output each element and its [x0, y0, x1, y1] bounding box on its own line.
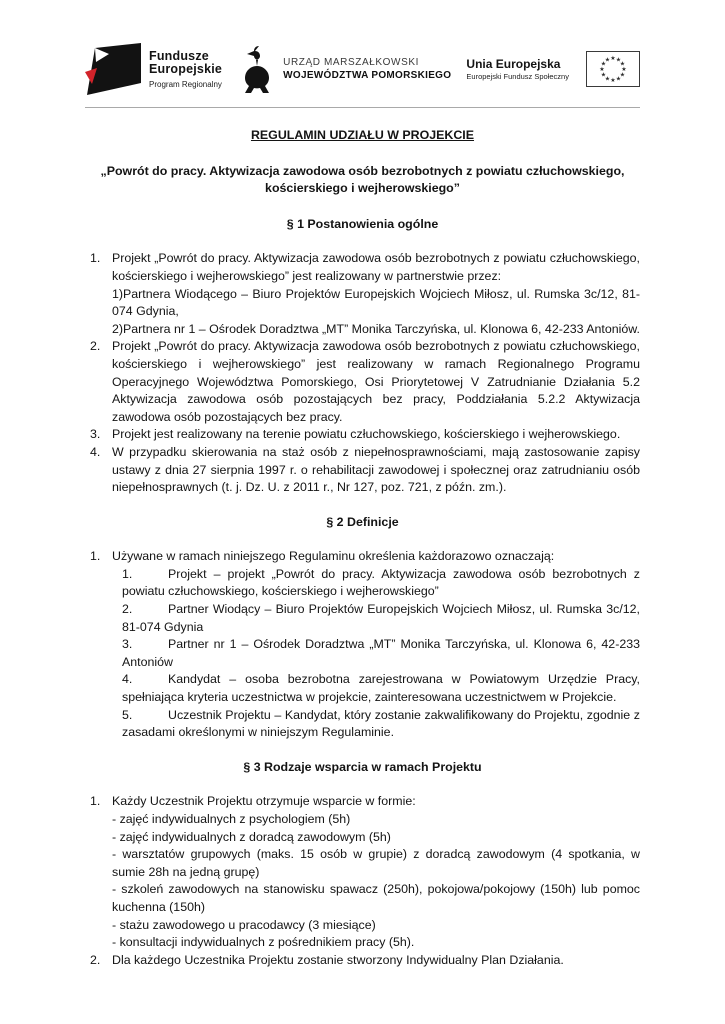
- list-item: [85, 426, 640, 444]
- svg-text:★: ★: [604, 56, 611, 64]
- list-item: [85, 548, 640, 742]
- svg-text:★: ★: [615, 56, 622, 64]
- list-item-number: 1.: [90, 794, 101, 809]
- list-item-body: [112, 426, 640, 444]
- eu-fund-label: Europejski Fundusz Społeczny: [466, 71, 569, 81]
- list-item-text: Projekt jest realizowany na terenie powiatu człuchowskiego, kościerskiego i wejherowskiego.: [112, 427, 621, 442]
- list-item: [85, 444, 640, 497]
- list-item-body: [112, 548, 640, 742]
- marshal-office-logo: [237, 45, 451, 93]
- eu-flag-icon: [586, 51, 640, 87]
- european-union-text: [466, 58, 569, 81]
- list-item-body: [112, 444, 640, 497]
- fe-program-label: Program Regionalny: [149, 79, 222, 89]
- document-title: REGULAMIN UDZIAŁU W PROJEKCIE: [250, 128, 475, 142]
- list-item-body: [112, 250, 640, 338]
- list-item-text: Dla każdego Uczestnika Projektu zostanie stworzony Indywidualny Plan Działania.: [112, 952, 564, 967]
- list-item-body: [112, 793, 640, 951]
- definition-number: 4.: [122, 672, 133, 687]
- list-item-number: 2.: [90, 952, 101, 967]
- document-body: [85, 127, 640, 969]
- list-item-body: [112, 952, 640, 970]
- definition-item: [112, 566, 640, 601]
- svg-text:★: ★: [600, 60, 607, 68]
- griffin-crest-icon: [237, 45, 275, 93]
- bullet-item: - konsultacji indywidualnych z pośrednikiem pracy (5h).: [112, 935, 415, 950]
- list-item-text: Każdy Uczestnik Projektu otrzymuje wsparcie w formie:: [112, 794, 416, 809]
- svg-text:★: ★: [599, 66, 605, 73]
- sub-item: 2)Partnera nr 1 – Ośrodek Doradztwa „MT” Monika Tarczyńska, ul. Klonowa 6, 42-233 Antoniów.: [112, 321, 640, 336]
- bullet-item: - stażu zawodowego u pracodawcy (3 miesiące): [112, 917, 376, 932]
- svg-text:★: ★: [610, 55, 616, 62]
- marshal-office-line1: URZĄD MARSZAŁKOWSKI: [283, 56, 419, 68]
- sub-item: 1)Partnera Wiodącego – Biuro Projektów Europejskich Wojciech Miłosz, ul. Rumska 3c/12, 81-074 Gdynia,: [112, 286, 640, 319]
- list-item-number: 3.: [90, 427, 101, 442]
- svg-text:★: ★: [621, 66, 627, 73]
- definition-text: Uczestnik Projektu – Kandydat, który zostanie zakwalifikowany do Projektu, zgodnie z zasadami określonymi w niniejszym Regulaminie.: [122, 707, 640, 740]
- definition-item: [112, 636, 640, 671]
- definition-number: 2.: [122, 602, 133, 617]
- list-item-body: [112, 338, 640, 426]
- list-item: [85, 952, 640, 970]
- bullet-item: - warsztatów grupowych (maks. 15 osób w grupie) z doradcą zawodowym (4 spotkania, w sumie 28h na jedną grupę): [112, 847, 640, 879]
- svg-text:★: ★: [615, 75, 622, 83]
- svg-text:★: ★: [619, 71, 626, 79]
- bullet-item: - zajęć indywidualnych z psychologiem (5h): [112, 812, 351, 826]
- definition-item: [112, 707, 640, 742]
- definition-number: 3.: [122, 637, 133, 652]
- logo-header: [85, 40, 640, 98]
- list-item-text: Projekt „Powrót do pracy. Aktywizacja zawodowa osób bezrobotnych z powiatu człuchowskiego, kościerskiego i wejherowskiego” jest realizowany w partnerstwie przez:: [112, 251, 640, 283]
- fundusze-europejskie-text: [149, 50, 222, 89]
- document-subtitle: „Powrót do pracy. Aktywizacja zawodowa osób bezrobotnych z powiatu człuchowskiego, kościerskiego i wejherowskiego”: [100, 163, 625, 196]
- bullet-item: - zajęć indywidualnych z doradcą zawodowym (5h): [112, 829, 391, 844]
- definition-item: [112, 671, 640, 706]
- fundusze-europejskie-flag-icon: [85, 43, 141, 95]
- list-item-text: W przypadku skierowania na staż osób z niepełnosprawnościami, mają zastosowanie zapisy ustawy z dnia 27 sierpnia 1997 r. o rehabilitacji zawodowej i społecznej oraz zatrudnianiu osób niepełnosprawnych (t. j. Dz. U. z 2011 r., Nr 127, poz. 721, z późn. zm.).: [112, 444, 640, 495]
- list-item: [85, 338, 640, 426]
- definition-text: Partner nr 1 – Ośrodek Doradztwa „MT” Monika Tarczyńska, ul. Klonowa 6, 42-233 Antoniów: [122, 637, 640, 669]
- list-item-number: 4.: [90, 444, 101, 459]
- marshal-office-line2: WOJEWÓDZTWA POMORSKIEGO: [283, 69, 452, 81]
- definition-text: Partner Wiodący – Biuro Projektów Europejskich Wojciech Miłosz, ul. Rumska 3c/12, 81-074 Gdynia: [122, 602, 640, 634]
- fundusze-europejskie-logo: [85, 43, 222, 95]
- definition-text: Kandydat – osoba bezrobotna zarejestrowana w Powiatowym Urzędzie Pracy, spełniająca kryteria uczestnictwa w projekcie, zainteresowana uczestnictwem w Projekcie.: [122, 672, 640, 705]
- marshal-office-text: [283, 58, 451, 81]
- definition-text: Projekt – projekt „Powrót do pracy. Aktywizacja zawodowa osób bezrobotnych z powiatu człuchowskiego, kościerskiego i wejherowskiego”: [122, 566, 640, 599]
- svg-text:★: ★: [619, 60, 626, 68]
- list-item-text: Używane w ramach niniejszego Regulaminu określenia każdorazowo oznaczają:: [112, 549, 555, 564]
- bullet-item: - szkoleń zawodowych na stanowisku spawacz (250h), pokojowa/pokojowy (150h) lub pomoc kuchenna (150h): [112, 882, 640, 914]
- list-item-number: 1.: [90, 251, 101, 266]
- svg-text:★: ★: [604, 75, 611, 83]
- section-2-heading: § 2 Definicje: [326, 514, 399, 529]
- svg-text:★: ★: [600, 71, 607, 79]
- svg-text:★: ★: [610, 77, 616, 84]
- european-union-logo: [466, 51, 640, 87]
- definition-item: [112, 601, 640, 636]
- section-1-heading: § 1 Postanowienia ogólne: [286, 216, 439, 231]
- list-item: [85, 250, 640, 338]
- list-item-number: 2.: [90, 339, 101, 354]
- list-item: [85, 793, 640, 951]
- definition-number: 1.: [122, 566, 133, 581]
- definition-number: 5.: [122, 707, 133, 722]
- eu-title: Unia Europejska: [466, 56, 561, 71]
- section-3-heading: § 3 Rodzaje wsparcia w ramach Projektu: [243, 759, 482, 774]
- fe-wordmark-line2: Europejskie: [149, 62, 223, 76]
- header-divider: [85, 107, 640, 108]
- list-item-number: 1.: [90, 549, 101, 564]
- fe-wordmark-line1: Fundusze: [149, 48, 209, 63]
- list-item-text: Projekt „Powrót do pracy. Aktywizacja zawodowa osób bezrobotnych z powiatu człuchowskiego, kościerskiego i wejherowskiego” jest realizowany w ramach Regionalnego Programu Operacyjnego Województwa Pomorskiego, Osi Priorytetowej V Zatrudnianie Działania 5.2 Aktywizacja zawodowa osób pozostających bez pracy, Poddziałania 5.2.2 Aktywizacja zawodowa osób pozostających bez pracy.: [112, 339, 640, 424]
